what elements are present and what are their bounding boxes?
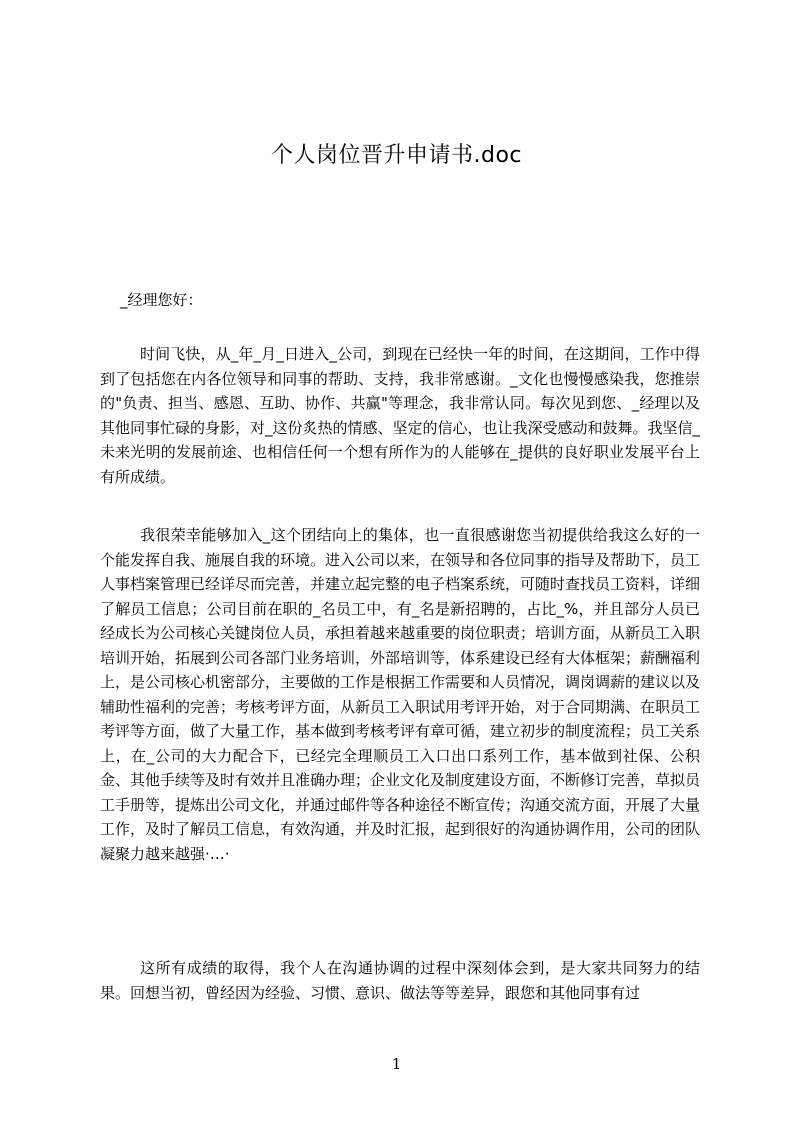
letter-greeting: _经理您好： <box>120 291 203 309</box>
body-paragraph-1: 时间飞快，从_年_月_日进入_公司，到现在已经快一年的时间，在这期间，工作中得到了包括您在内各位领导和同事的帮助、支持，我非常感谢。_文化也慢慢感染我，您推崇的"负责、担当、感恩、互助、协作、共赢"等理念，我非常认同。每次见到您、_经理以及其他同事忙碌的身影，对_这份炙热的情感、坚定的信心，也让我深受感动和鼓舞。我坚信_未来光明的发展前途、也相信任何一个想有所作为的人能够在_提供的良好职业发展平台上有所成绩。 <box>100 345 701 486</box>
document-title: 个人岗位晋升申请书.doc <box>270 143 522 168</box>
body-paragraph-2: 我很荣幸能够加入_这个团结向上的集体，也一直很感谢您当初提供给我这么好的一个能发挥自我、施展自我的环境。进入公司以来，在领导和各位同事的指导及帮助下，员工人事档案管理已经详尽而完善，并建立起完整的电子档案系统，可随时查找员工资料，详细了解员工信息；公司目前在职的_名员工中，有_名是新招聘的，占比_%，并且部分人员已经成长为公司核心关键岗位人员，承担着越来越重要的岗位职责；培训方面，从新员工入职培训开始，拓展到公司各部门业务培训，外部培训等，体系建设已经有大体框架；薪酬福利上，是公司核心机密部分，主要做的工作是根据工作需要和人员情况，调岗调薪的建议以及辅助性福利的完善；考核考评方面，从新员工入职试用考评开始，对于合同期满、在职员工考评等方面，做了大量工作，基本做到考核考评有章可循，建立初步的制度流程；员工关系上，在_公司的大力配合下，已经完全理顺员工入口出口系列工作，基本做到社保、公积金、其他手续等及时有效并且准确办理；企业文化及制度建设方面，不断修订完善，草拟员工手册等，提炼出公司文化，并通过邮件等各种途径不断宣传；沟通交流方面，开展了大量工作，及时了解员工信息，有效沟通，并及时汇报，起到很好的沟通协调作用，公司的团队凝聚力越来越强·…· <box>100 526 701 863</box>
page-number: 1 <box>391 1055 402 1073</box>
body-paragraph-3: 这所有成绩的取得，我个人在沟通协调的过程中深刻体会到，是大家共同努力的结果。回想当初，曾经因为经验、习惯、意识、做法等等差异，跟您和其他同事有过 <box>100 959 700 1002</box>
